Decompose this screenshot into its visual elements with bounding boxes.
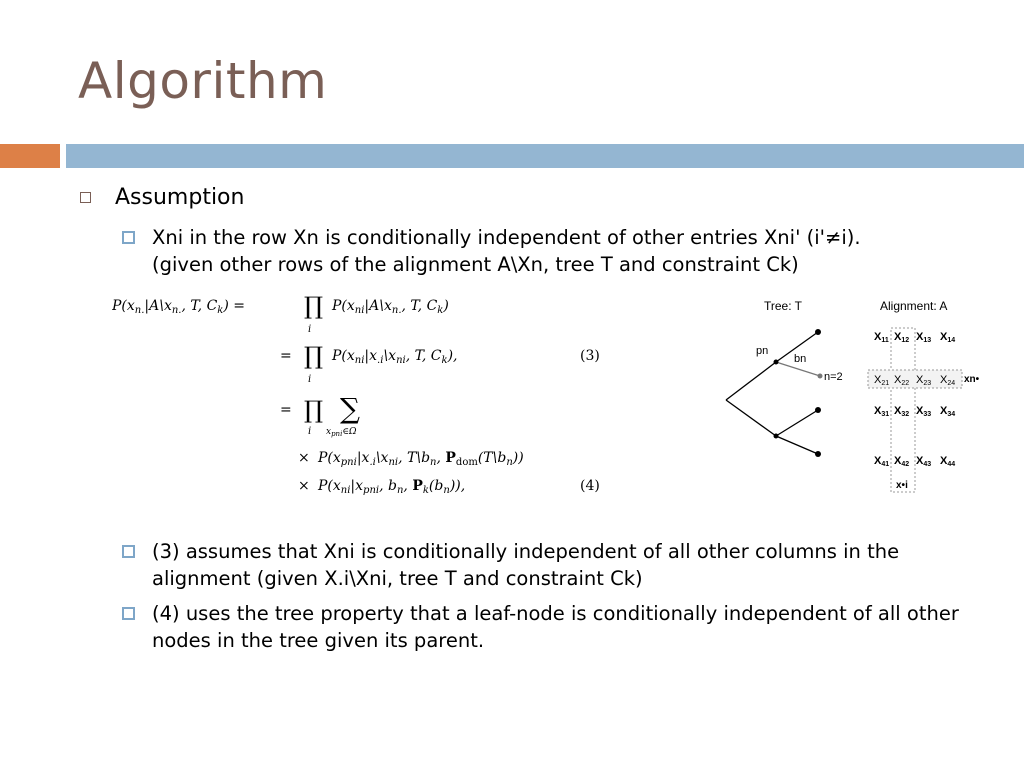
svg-text:P(xni|x.i\xni, T, Ck),: $P(x_{ni}|x_{.i}\backslash x_{ni}$, T, $C_k$), <box>332 348 458 366</box>
square-bullet-icon <box>122 231 135 244</box>
sub-bullet-independence-text <box>152 224 972 278</box>
sub-bullet-line1: Xni in the row Xn is conditionally independent of other entries Xni' (i'≠i). <box>152 226 861 249</box>
bullet-assumption-text: Assumption <box>115 185 245 210</box>
alignment-title: Alignment: A <box>880 299 948 313</box>
svg-text:P(xni|xpni, bn, Pk(bn)),: $P(x_{ni}|x_{pni}$, $b_n$, $P_k(b_n)$), <box>318 478 466 496</box>
svg-text:X22: X22 <box>894 374 910 387</box>
svg-text:X41: X41 <box>874 455 890 468</box>
svg-text:X23: X23 <box>916 374 932 387</box>
parent-node-label: pn <box>756 345 769 357</box>
sub-bullet-eq4-text: (4) uses the tree property that a leaf-node is conditionally independent of all other nodes in the tree given its parent. <box>152 602 959 652</box>
accent-bar-blue <box>66 144 1024 168</box>
square-bullet-icon <box>122 607 135 620</box>
svg-text:×: × <box>298 450 310 466</box>
branch-label: bn <box>794 353 807 365</box>
slide-title: Algorithm <box>78 52 328 110</box>
svg-text:i: i <box>308 426 312 437</box>
equation-3-label: (3) <box>580 348 600 364</box>
sub-bullet-eq3 <box>122 538 972 592</box>
svg-text:=: = <box>280 402 292 418</box>
sub-bullet-line2: (given other rows of the alignment A\Xn, tree T and constraint Ck) <box>152 253 799 276</box>
svg-text:X43: X43 <box>916 455 932 468</box>
svg-text:X11: X11 <box>874 331 889 344</box>
svg-text:X21: X21 <box>874 374 890 387</box>
equation-image <box>112 292 632 502</box>
svg-text:X44: X44 <box>940 455 956 468</box>
svg-text:X13: X13 <box>916 331 932 344</box>
equation-4-label: (4) <box>580 478 600 494</box>
sub-bullet-independence <box>122 224 972 278</box>
svg-text:X33: X33 <box>916 405 932 418</box>
column-label: x•i <box>896 480 908 491</box>
svg-text:∑: ∑ <box>340 392 360 425</box>
tree-edges <box>726 332 820 454</box>
svg-text:X24: X24 <box>940 374 956 387</box>
svg-text:∏: ∏ <box>304 396 324 424</box>
sub-bullet-eq4 <box>122 600 972 654</box>
svg-text:=: = <box>280 348 292 364</box>
hollow-square-bullet-icon <box>80 192 91 203</box>
svg-text:×: × <box>298 478 310 494</box>
alignment-grid <box>874 331 955 468</box>
bullet-assumption <box>80 185 244 210</box>
svg-text:∏: ∏ <box>304 342 324 370</box>
svg-text:X14: X14 <box>940 331 956 344</box>
square-bullet-icon <box>122 545 135 558</box>
svg-text:P(xpni|x.i\xni, T\bn, Pdom(T\b: $P(x_{pni}|x_{.i}\backslash x_{ni}$, $T\backslash b_n$, $P_{dom}(T\backslash b_n)$) <box>318 450 524 468</box>
sub-bullet-eq3-text: (3) assumes that Xni is conditionally independent of all other columns in the alignment (given X.i\Xni, tree T and constraint Ck) <box>152 540 900 590</box>
row-label: xn• <box>964 374 980 385</box>
svg-text:X34: X34 <box>940 405 956 418</box>
svg-text:i: i <box>308 324 312 335</box>
accent-bar-orange <box>0 144 60 168</box>
leaf-label: n=2 <box>824 371 843 383</box>
svg-text:xpni∈Ω: $x_{pni}\in\Omega$ <box>326 427 357 438</box>
svg-text:P(xn.|A\xn., T, Ck) =: $P(x_{n.}|A\backslash x_{n.}$, T, $C_k$) = <box>112 298 245 316</box>
svg-text:i: i <box>308 374 312 385</box>
svg-text:X32: X32 <box>894 405 910 418</box>
svg-text:P(xni|A\xn., T, Ck): $P(x_{ni}|A\backslash x_{n.}$, T, $C_k$) <box>332 298 449 316</box>
tree-title: Tree: T <box>764 299 803 313</box>
svg-text:∏: ∏ <box>304 292 324 320</box>
svg-text:X42: X42 <box>894 455 910 468</box>
tree-alignment-figure <box>720 292 1020 502</box>
svg-text:X31: X31 <box>874 405 890 418</box>
svg-text:X12: X12 <box>894 331 910 344</box>
